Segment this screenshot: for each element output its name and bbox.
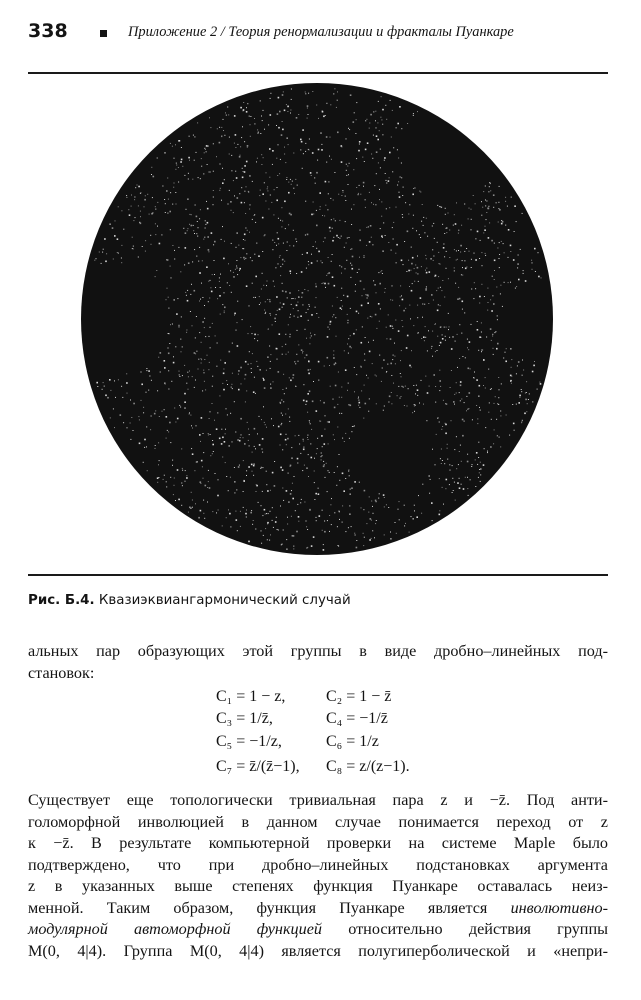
- formula-c1: C₁ = 1 − z,: [216, 688, 286, 705]
- figure-caption: [28, 593, 351, 608]
- formula-row: [216, 756, 436, 778]
- figure-caption-label: Рис. Б.4.: [28, 593, 95, 608]
- text-line: z в указанных выше степенях функция Пуанкаре оставалась неиз-: [28, 877, 608, 895]
- text-line: голоморфной инволюцией в данном случае понимается переход от z: [28, 812, 608, 831]
- formula-c3: C₃ = 1/z̄,: [216, 710, 273, 727]
- figure-bottom-rule: [28, 574, 608, 576]
- formula-row: [216, 686, 436, 708]
- text-line: [28, 898, 608, 920]
- figure-top-rule: [28, 72, 608, 74]
- formula-row: [216, 731, 436, 753]
- running-head: Приложение 2 / Теория ренормализации и фракталы Пуанкаре: [128, 24, 514, 40]
- fractal-disk-image: [80, 82, 554, 556]
- text-line: становок:: [28, 663, 95, 682]
- text-run: менной. Таким образом, функция Пуанкаре является: [28, 898, 511, 917]
- emphasized-term: инволютивно-: [510, 898, 608, 917]
- formula-row: [216, 708, 436, 730]
- text-line: M(0, 4|4). Группа M(0, 4|4) является полугиперболической и «непри-: [28, 941, 608, 960]
- page-number: 338: [28, 20, 68, 42]
- formula-c2: C₂ = 1 − z̄: [326, 688, 392, 705]
- formula-c4: C₄ = −1/z̄: [326, 710, 388, 727]
- paragraph-intro: [28, 641, 608, 684]
- text-run: относительно действия группы: [322, 920, 608, 938]
- emphasized-term: модулярной автоморфной функцией: [28, 920, 322, 938]
- text-line: подтверждено, что при дробно–линейных подстановках аргумента: [28, 855, 608, 874]
- page-header: [28, 20, 618, 48]
- figure-caption-text: Квазиэквиангармонический случай: [94, 593, 351, 608]
- formula-c6: C₆ = 1/z: [326, 733, 379, 750]
- formula-c5: C₅ = −1/z,: [216, 733, 282, 750]
- fractal-figure: [80, 82, 554, 556]
- text-line: к −z̄. В результате компьютерной проверки на системе Maple было: [28, 834, 608, 852]
- text-line: [28, 919, 608, 941]
- formula-c7: C₇ = z̄/(z̄−1),: [216, 758, 300, 775]
- text-line: альных пар образующих этой группы в виде дробно–линейных под-: [28, 642, 608, 660]
- paragraph-main: [28, 790, 608, 962]
- formula-c8: C₈ = z/(z−1).: [326, 758, 410, 775]
- text-line: Существует еще топологически тривиальная пара z и −z̄. Под анти-: [28, 791, 608, 809]
- header-bullet: [100, 30, 107, 37]
